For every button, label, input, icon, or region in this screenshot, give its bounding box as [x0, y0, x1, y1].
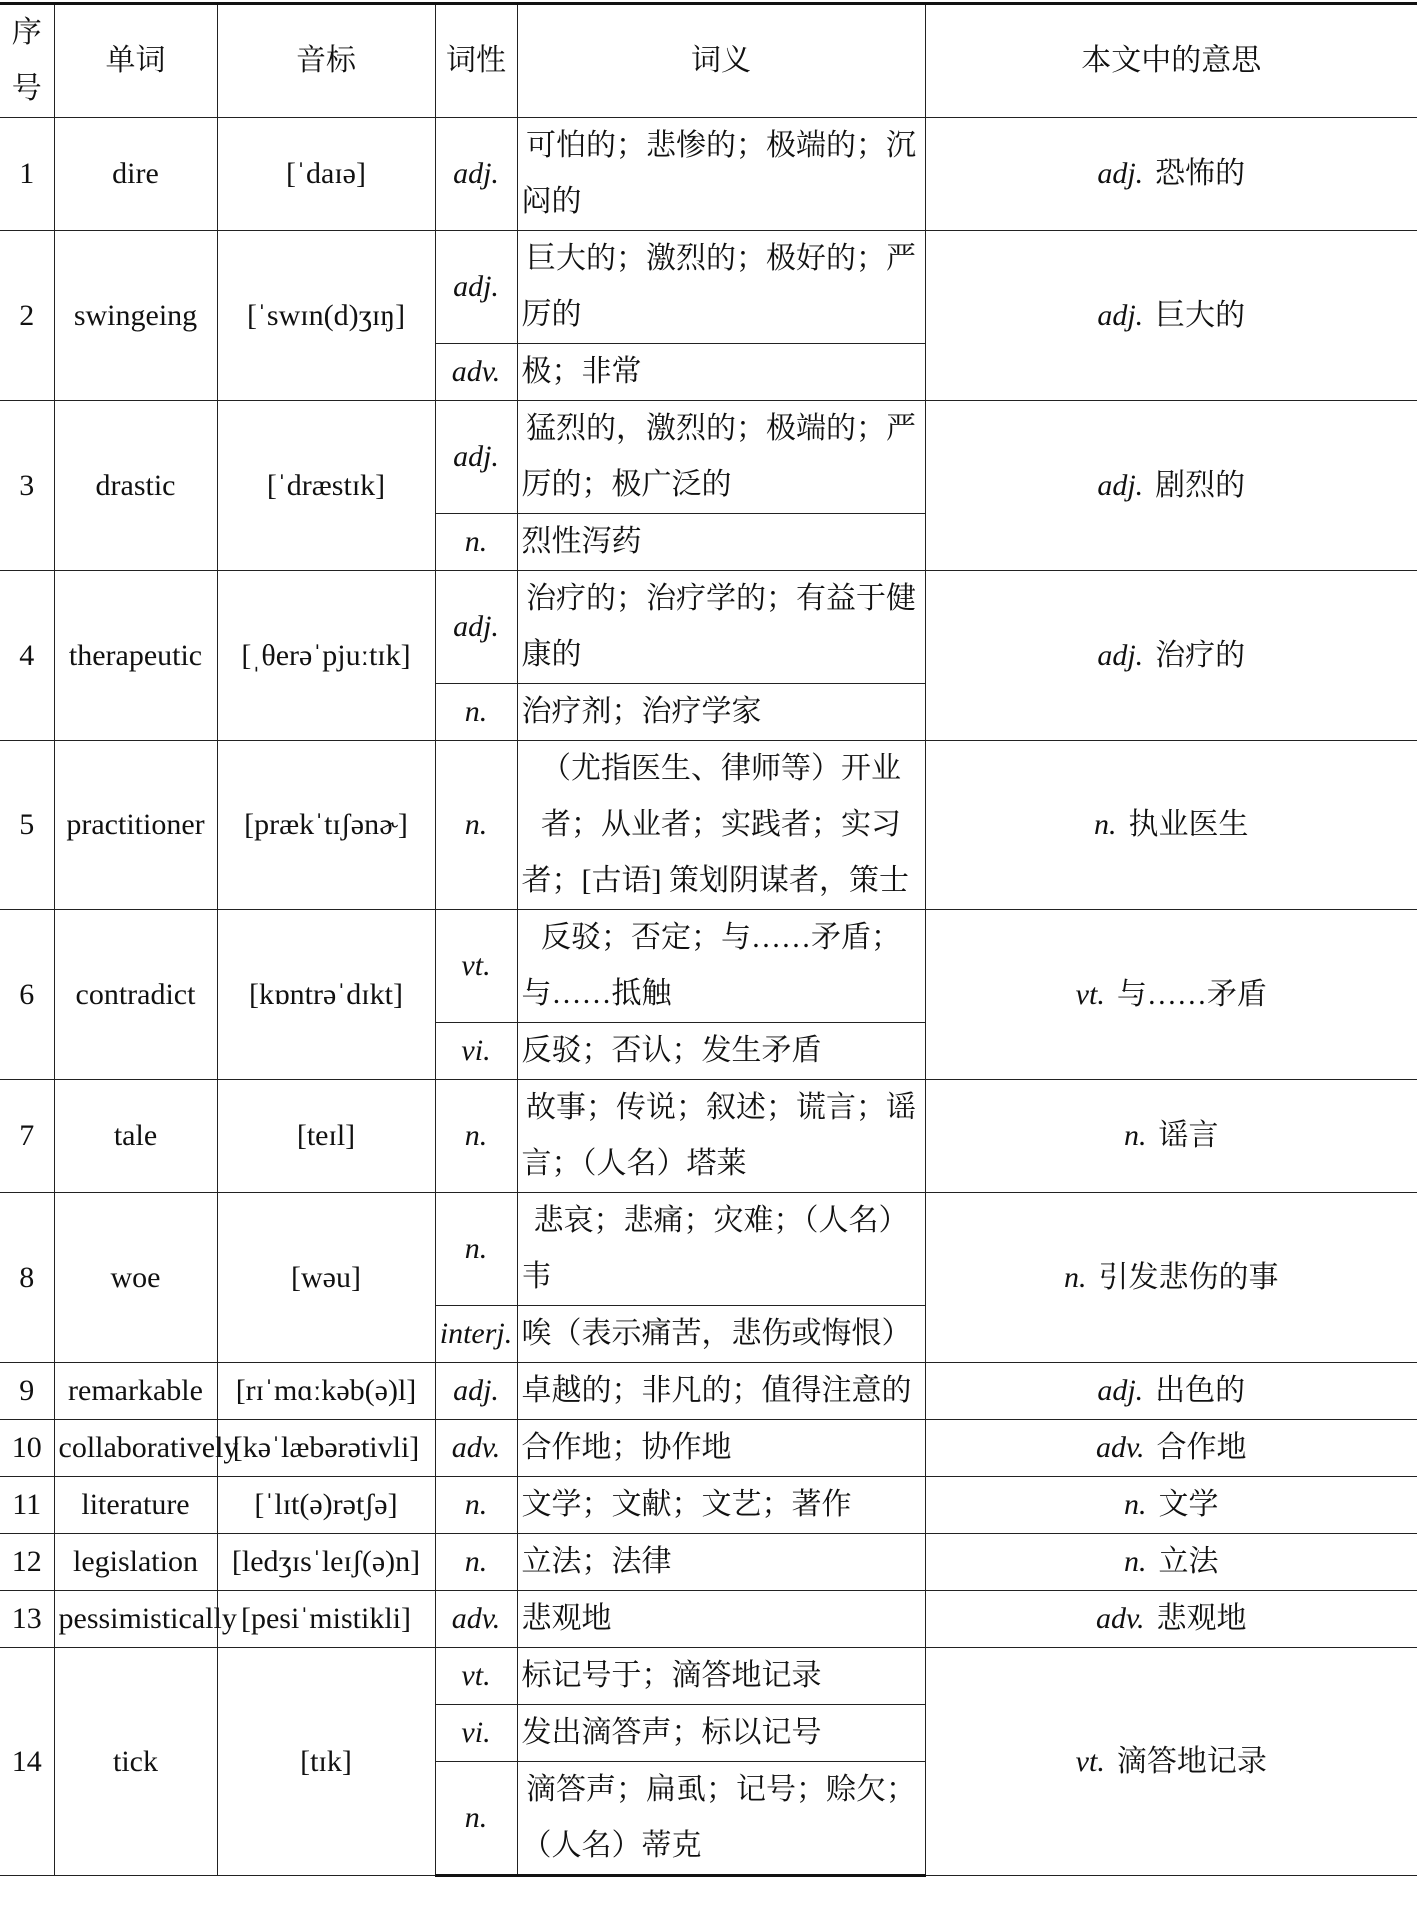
header-part-of-speech: 词性 [435, 4, 517, 118]
sense-part-of-speech: vi. [435, 1023, 517, 1080]
sense-part-of-speech: n. [435, 741, 517, 910]
entry-index: 9 [0, 1363, 54, 1420]
context-meaning-text: 合作地 [1156, 1431, 1247, 1464]
entry-index: 13 [0, 1591, 54, 1648]
entry-index: 7 [0, 1080, 54, 1193]
sense-definition: 反驳；否定；与……矛盾；与……抵触 [517, 910, 925, 1023]
table-row [0, 118, 1417, 231]
header-row [0, 4, 1417, 118]
entry-context-meaning [925, 1420, 1417, 1477]
entry-context-meaning [925, 231, 1417, 401]
sense-definition: 悲观地 [517, 1591, 925, 1648]
context-part-of-speech: vt. [1075, 1744, 1105, 1778]
header-definition: 词义 [517, 4, 925, 118]
context-part-of-speech: adj. [1097, 298, 1144, 332]
entry-context-meaning [925, 910, 1417, 1080]
entry-phonetic: [kɒntrəˈdɪkt] [217, 910, 435, 1080]
context-meaning-text: 悲观地 [1156, 1602, 1247, 1635]
context-part-of-speech: adv. [1095, 1431, 1145, 1464]
table-row [0, 1363, 1417, 1420]
entry-word: therapeutic [54, 571, 217, 741]
entry-context-meaning [925, 1363, 1417, 1420]
context-part-of-speech: n. [1064, 1260, 1087, 1294]
entry-index: 5 [0, 741, 54, 910]
entry-context-meaning [925, 1648, 1417, 1876]
table-row [0, 1193, 1417, 1306]
sense-part-of-speech: n. [435, 684, 517, 741]
context-part-of-speech: adj. [1097, 1374, 1144, 1407]
sense-definition: 立法；法律 [517, 1534, 925, 1591]
context-part-of-speech: adv. [1095, 1602, 1145, 1635]
entry-phonetic: [ˈswɪn(d)ʒɪŋ] [217, 231, 435, 401]
entry-context-meaning [925, 1534, 1417, 1591]
entry-index: 8 [0, 1193, 54, 1363]
sense-part-of-speech: vt. [435, 910, 517, 1023]
entry-index: 11 [0, 1477, 54, 1534]
sense-definition: 反驳；否认；发生矛盾 [517, 1023, 925, 1080]
sense-part-of-speech: vt. [435, 1648, 517, 1705]
sense-part-of-speech: n. [435, 1080, 517, 1193]
entry-phonetic: [wəu] [217, 1193, 435, 1363]
context-meaning-text: 与……矛盾 [1116, 977, 1267, 1011]
entry-word: tale [54, 1080, 217, 1193]
entry-word: contradict [54, 910, 217, 1080]
entry-phonetic: [kəˈlæbərətivli] [217, 1420, 435, 1477]
context-meaning-text: 执业医生 [1128, 808, 1249, 841]
table-row [0, 741, 1417, 910]
vocabulary-table [0, 2, 1417, 1877]
sense-part-of-speech: vi. [435, 1705, 517, 1762]
sense-definition: 滴答声；扁虱；记号；赊欠；（人名）蒂克 [517, 1762, 925, 1876]
entry-context-meaning [925, 1080, 1417, 1193]
sense-part-of-speech: adv. [435, 344, 517, 401]
entry-phonetic: [teɪl] [217, 1080, 435, 1193]
entry-context-meaning [925, 741, 1417, 910]
entry-context-meaning [925, 1193, 1417, 1363]
table-row [0, 1534, 1417, 1591]
sense-definition: 故事；传说；叙述；谎言；谣言；（人名）塔莱 [517, 1080, 925, 1193]
sense-part-of-speech: n. [435, 1762, 517, 1876]
table-row [0, 1477, 1417, 1534]
sense-definition: （尤指医生、律师等）开业者；从业者；实践者；实习者；[古语] 策划阴谋者，策士 [517, 741, 925, 910]
entry-word: pessimistically [54, 1591, 217, 1648]
entry-phonetic: [prækˈtɪʃənɚ] [217, 741, 435, 910]
context-meaning-text: 滴答地记录 [1116, 1744, 1267, 1778]
sense-part-of-speech: interj. [435, 1306, 517, 1363]
table-row [0, 1591, 1417, 1648]
context-meaning-text: 恐怖的 [1155, 157, 1246, 190]
context-meaning-text: 巨大的 [1155, 298, 1246, 332]
entry-word: remarkable [54, 1363, 217, 1420]
entry-phonetic: [tɪk] [217, 1648, 435, 1876]
sense-part-of-speech: n. [435, 1534, 517, 1591]
sense-definition: 文学；文献；文艺；著作 [517, 1477, 925, 1534]
context-meaning-text: 立法 [1158, 1545, 1219, 1578]
table-row [0, 401, 1417, 514]
sense-definition: 发出滴答声；标以记号 [517, 1705, 925, 1762]
sense-definition: 合作地；协作地 [517, 1420, 925, 1477]
entry-index: 6 [0, 910, 54, 1080]
context-part-of-speech: n. [1094, 808, 1117, 841]
sense-part-of-speech: adj. [435, 401, 517, 514]
entry-index: 1 [0, 118, 54, 231]
context-part-of-speech: n. [1124, 1488, 1147, 1521]
entry-context-meaning [925, 1477, 1417, 1534]
entry-index: 3 [0, 401, 54, 571]
sense-part-of-speech: adj. [435, 118, 517, 231]
entry-phonetic: [pesiˈmistikli] [217, 1591, 435, 1648]
sense-definition: 标记号于；滴答地记录 [517, 1648, 925, 1705]
entry-word: woe [54, 1193, 217, 1363]
table-row [0, 1080, 1417, 1193]
sense-definition: 治疗的；治疗学的；有益于健康的 [517, 571, 925, 684]
entry-word: swingeing [54, 231, 217, 401]
entry-word: drastic [54, 401, 217, 571]
table-row [0, 1648, 1417, 1705]
entry-index: 14 [0, 1648, 54, 1876]
context-meaning-text: 谣言 [1158, 1119, 1219, 1152]
sense-definition: 唉（表示痛苦，悲伤或悔恨） [517, 1306, 925, 1363]
entry-word: literature [54, 1477, 217, 1534]
sense-part-of-speech: adj. [435, 231, 517, 344]
sense-definition: 巨大的；激烈的；极好的；严厉的 [517, 231, 925, 344]
entry-context-meaning [925, 401, 1417, 571]
context-part-of-speech: n. [1124, 1119, 1147, 1152]
sense-definition: 极；非常 [517, 344, 925, 401]
context-part-of-speech: n. [1124, 1545, 1147, 1578]
context-meaning-text: 引发悲伤的事 [1098, 1260, 1279, 1294]
entry-index: 12 [0, 1534, 54, 1591]
context-part-of-speech: vt. [1075, 977, 1105, 1011]
entry-phonetic: [ledʒɪsˈleɪʃ(ə)n] [217, 1534, 435, 1591]
context-part-of-speech: adj. [1097, 157, 1144, 190]
entry-word: legislation [54, 1534, 217, 1591]
sense-definition: 治疗剂；治疗学家 [517, 684, 925, 741]
table-row [0, 1420, 1417, 1477]
sense-part-of-speech: adv. [435, 1420, 517, 1477]
entry-word: practitioner [54, 741, 217, 910]
table-row [0, 231, 1417, 344]
header-phonetic: 音标 [217, 4, 435, 118]
entry-phonetic: [ˌθerəˈpjuːtɪk] [217, 571, 435, 741]
sense-definition: 烈性泻药 [517, 514, 925, 571]
header-index: 序号 [0, 4, 54, 118]
entry-context-meaning [925, 1591, 1417, 1648]
context-meaning-text: 文学 [1158, 1488, 1219, 1521]
entry-index: 4 [0, 571, 54, 741]
sense-definition: 悲哀；悲痛；灾难；（人名）韦 [517, 1193, 925, 1306]
sense-part-of-speech: n. [435, 1193, 517, 1306]
sense-part-of-speech: adj. [435, 571, 517, 684]
sense-part-of-speech: adj. [435, 1363, 517, 1420]
sense-part-of-speech: n. [435, 1477, 517, 1534]
context-meaning-text: 出色的 [1155, 1374, 1246, 1407]
vocabulary-body [0, 118, 1417, 1876]
entry-word: dire [54, 118, 217, 231]
table-row [0, 571, 1417, 684]
entry-phonetic: [rɪˈmɑːkəb(ə)l] [217, 1363, 435, 1420]
sense-definition: 猛烈的，激烈的；极端的；严厉的；极广泛的 [517, 401, 925, 514]
context-part-of-speech: adj. [1097, 468, 1144, 502]
entry-index: 2 [0, 231, 54, 401]
context-part-of-speech: adj. [1097, 638, 1144, 672]
entry-word: collaboratively [54, 1420, 217, 1477]
sense-part-of-speech: adv. [435, 1591, 517, 1648]
sense-definition: 可怕的；悲惨的；极端的；沉闷的 [517, 118, 925, 231]
entry-word: tick [54, 1648, 217, 1876]
header-context-meaning: 本文中的意思 [925, 4, 1417, 118]
entry-index: 10 [0, 1420, 54, 1477]
context-meaning-text: 治疗的 [1155, 638, 1246, 672]
sense-definition: 卓越的；非凡的；值得注意的 [517, 1363, 925, 1420]
entry-phonetic: [ˈdaɪə] [217, 118, 435, 231]
entry-context-meaning [925, 571, 1417, 741]
table-row [0, 910, 1417, 1023]
sense-part-of-speech: n. [435, 514, 517, 571]
entry-phonetic: [ˈdræstɪk] [217, 401, 435, 571]
header-word: 单词 [54, 4, 217, 118]
entry-context-meaning [925, 118, 1417, 231]
entry-phonetic: [ˈlɪt(ə)rətʃə] [217, 1477, 435, 1534]
context-meaning-text: 剧烈的 [1155, 468, 1246, 502]
